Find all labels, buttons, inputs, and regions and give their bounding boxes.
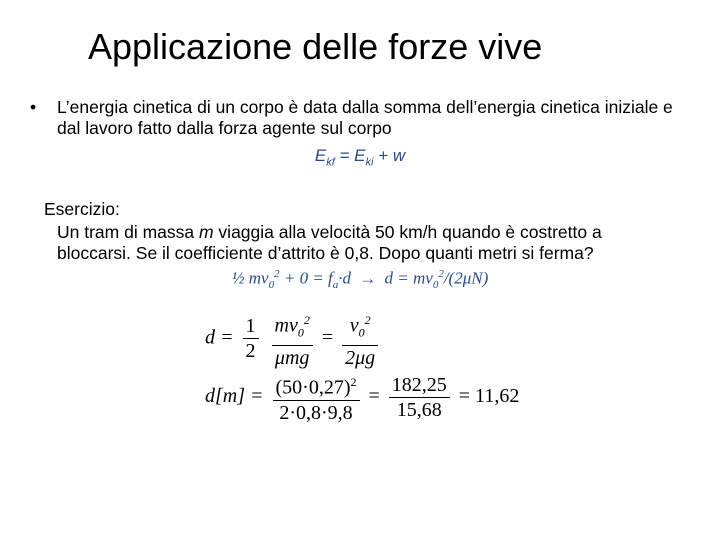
bullet-text: L’energia cinetica di un corpo è data dalla somma dell’energia cinetica iniziale e dal lavoro fatto dalla forza agente sul corpo bbox=[57, 97, 673, 138]
distance-equation-symbolic: d = $\frac{1}{2}$ $\frac{mv_0^2}{\text{μmg}}$ = $\frac{v_0^2}{2\mu g}$ bbox=[205, 308, 382, 370]
kinetic-energy-formula: $E_{kf} = E_{ki} + w$ bbox=[314, 146, 406, 169]
work-energy-formula: ½ $mv_0^2 + 0 = f_a\cdot d \to d = mv_0^2/(2\mu N)$ bbox=[231, 268, 489, 292]
exercise-label: Esercizio: bbox=[44, 199, 120, 219]
slide-title: Applicazione delle forze vive bbox=[88, 26, 543, 67]
exercise-text: Un tram di massa m viaggia alla velocità 50 km/h quando è costretto a bloccarsi. Se il coefficiente d’attrito è 0,8. Dopo quanti metri si ferma? bbox=[57, 222, 602, 263]
arrow-right-icon: → bbox=[359, 268, 377, 288]
bullet-point bbox=[30, 97, 680, 139]
distance-equation-numeric: d[m] = $\frac{(50\cdot 0,27)^2}{2\cdot 0,8\cdot 9,8}$ = $\frac{182,25}{15,68}$ = 11,62 bbox=[205, 370, 519, 425]
bullet-icon: • bbox=[30, 97, 37, 117]
